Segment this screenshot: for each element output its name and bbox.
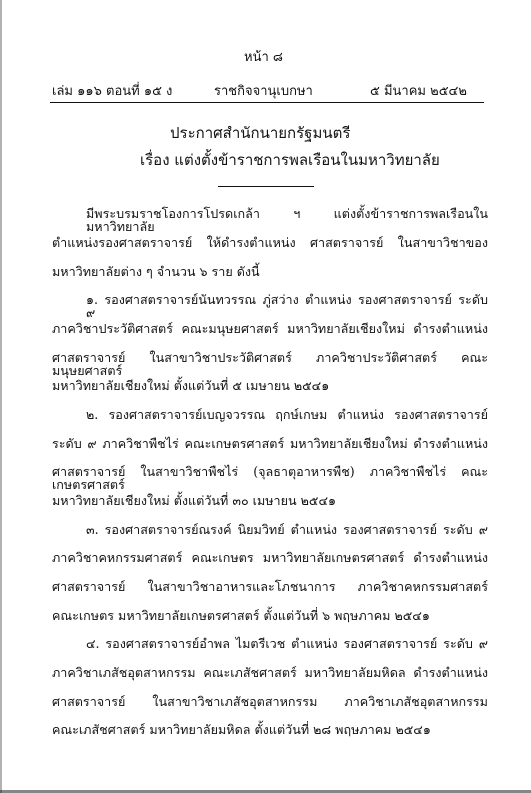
item-4-line-4: คณะเภสัชศาสตร์ มหาวิทยาลัยมหิดล ตั้งแต่วันที่ ๒๘ พฤษภาคม ๒๕๔๑ [52, 722, 431, 737]
title-divider [218, 186, 314, 187]
publication-date: ๕ มีนาคม ๒๕๔๒ [370, 84, 467, 99]
header-rule [50, 102, 484, 103]
item-4-line-3: ศาสตราจารย์ ในสาขาวิชาเภสัชอุตสาหกรรม ภาควิชาเภสัชอุตสาหกรรม [52, 694, 488, 709]
item-1-line-4: มหาวิทยาลัยเชียงใหม่ ตั้งแต่วันที่ ๕ เมษายน ๒๕๔๑ [52, 378, 330, 393]
announcement-subject: เรื่อง แต่งตั้งข้าราชการพลเรือนในมหาวิทยาลัย [140, 151, 440, 169]
item-2-line-3: ศาสตราจารย์ ในสาขาวิชาพืชไร่ (จุลธาตุอาหารพืช) ภาควิชาพืชไร่ คณะเกษตรศาสตร์ [52, 464, 488, 492]
announcement-title: ประกาศสำนักนายกรัฐมนตรี [170, 124, 351, 142]
gazette-name: ราชกิจจานุเบกษา [214, 84, 313, 99]
intro-line-1: มีพระบรมราชโองการโปรดเกล้า ฯ แต่งตั้งข้าราชการพลเรือนในมหาวิทยาลัย [86, 206, 488, 234]
item-4-line-2: ภาควิชาเภสัชอุตสาหกรรม คณะเภสัชศาสตร์ มหาวิทยาลัยมหิดล ดำรงตำแหน่ง [52, 665, 488, 680]
page-number: หน้า ๘ [244, 50, 283, 65]
item-2-line-4: มหาวิทยาลัยเชียงใหม่ ตั้งแต่วันที่ ๓๐ เมษายน ๒๕๔๑ [52, 493, 336, 508]
item-2-line-2: ระดับ ๙ ภาควิชาพืชไร่ คณะเกษตรศาสตร์ มหาวิทยาลัยเชียงใหม่ ดำรงตำแหน่ง [52, 436, 488, 451]
item-4-line-1: ๔. รองศาสตราจารย์อำพล ไมตรีเวช ตำแหน่ง รองศาสตราจารย์ ระดับ ๙ [86, 636, 488, 651]
scan-edge-left [0, 0, 2, 793]
item-1-line-3: ศาสตราจารย์ ในสาขาวิชาประวัติศาสตร์ ภาควิชาประวัติศาสตร์ คณะมนุษยศาสตร์ [52, 350, 488, 378]
volume-issue: เล่ม ๑๑๖ ตอนที่ ๑๕ ง [52, 84, 173, 99]
item-3-line-2: ภาควิชาคหกรรมศาสตร์ คณะเกษตร มหาวิทยาลัยเกษตรศาสตร์ ดำรงตำแหน่ง [52, 550, 488, 565]
item-3-line-3: ศาสตราจารย์ ในสาขาวิชาอาหารและโภชนาการ ภาควิชาคหกรรมศาสตร์ [52, 579, 488, 594]
item-3-line-4: คณะเกษตร มหาวิทยาลัยเกษตรศาสตร์ ตั้งแต่วันที่ ๖ พฤษภาคม ๒๕๔๑ [52, 608, 430, 623]
item-1-line-1: ๑. รองศาสตราจารย์นันทวรรณ ภู่สว่าง ตำแหน่ง รองศาสตราจารย์ ระดับ ๙ [86, 292, 488, 320]
item-3-line-1: ๓. รองศาสตราจารย์ณรงค์ นิยมวิทย์ ตำแหน่ง รองศาสตราจารย์ ระดับ ๙ [86, 522, 488, 537]
item-2-line-1: ๒. รองศาสตราจารย์เบญจวรรณ ฤกษ์เกษม ตำแหน่ง รองศาสตราจารย์ [86, 407, 488, 422]
intro-line-2: ตำแหน่งรองศาสตราจารย์ ให้ดำรงตำแหน่ง ศาสตราจารย์ ในสาขาวิชาของ [52, 235, 488, 250]
intro-line-3: มหาวิทยาลัยต่าง ๆ จำนวน ๖ ราย ดังนี้ [52, 264, 260, 279]
item-1-line-2: ภาควิชาประวัติศาสตร์ คณะมนุษยศาสตร์ มหาวิทยาลัยเชียงใหม่ ดำรงตำแหน่ง [52, 321, 488, 336]
